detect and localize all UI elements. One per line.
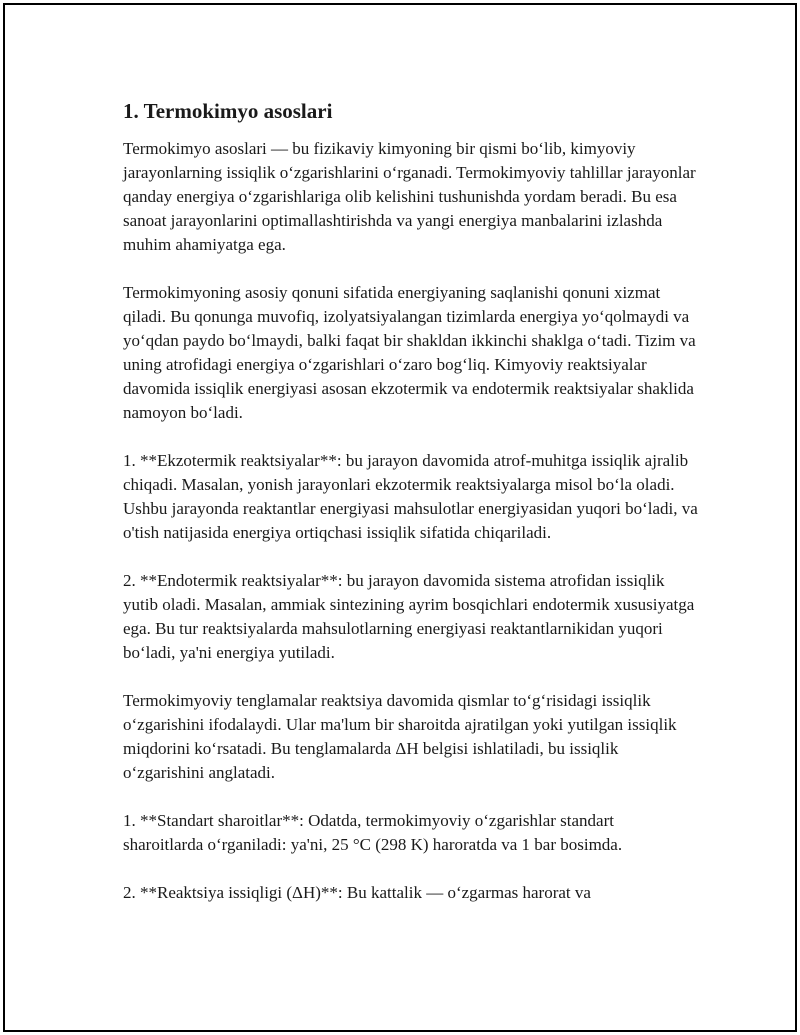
- paragraph-intro: Termokimyo asoslari — bu fizikaviy kimyoning bir qismi bo‘lib, kimyoviy jarayonlarning issiqlik o‘zgarishlarini o‘rganadi. Termokimyoviy tahlillar jarayonlar qanday energiya o‘zgarishlariga olib kelishini tushunishda yordam beradi. Bu esa sanoat jarayonlarini optimallashtirishda va yangi energiya manbalarini izlashda muhim ahamiyatga ega.: [123, 139, 696, 254]
- paragraph-main-law: Termokimyoning asosiy qonuni sifatida energiyaning saqlanishi qonuni xizmat qiladi. Bu qonunga muvofiq, izolyatsiyalangan tizimlarda energiya yo‘qolmaydi va yo‘qdan paydo bo‘lmaydi, balki faqat bir shakldan ikkinchi shaklga o‘tadi. Tizim va uning atrofidagi energiya o‘zgarishlari o‘zaro bog‘liq. Kimyoviy reaktsiyalar davomida issiqlik energiyasi asosan ekzotermik va endotermik reaktsiyalar shaklida namoyon bo‘ladi.: [123, 283, 696, 422]
- paragraph-reaction-heat: 2. **Reaktsiya issiqligi (ΔH)**: Bu kattalik — o‘zgarmas harorat va: [123, 883, 591, 902]
- paragraph-endothermic: 2. **Endotermik reaktsiyalar**: bu jarayon davomida sistema atrofidan issiqlik yutib oladi. Masalan, ammiak sintezining ayrim bosqichlari endotermik xususiyatga ega. Bu tur reaktsiyalarda mahsulotlarning energiyasi reaktantlarnikidan yuqori bo‘ladi, ya'ni energiya yutiladi.: [123, 571, 695, 662]
- paragraph-exothermic: 1. **Ekzotermik reaktsiyalar**: bu jarayon davomida atrof-muhitga issiqlik ajralib chiqadi. Masalan, yonish jarayonlari ekzotermik reaktsiyalarga misol bo‘la oladi. Ushbu jarayonda reaktantlar energiyasi mahsulotlar energiyasidan yuqori bo‘ladi, va o'tish natijasida energiya ortiqchasi issiqlik sifatida chiqariladi.: [123, 451, 698, 542]
- paragraph-equations: Termokimyoviy tenglamalar reaktsiya davomida qismlar to‘g‘risidagi issiqlik o‘zgarishini ifodalaydi. Ular ma'lum bir sharoitda ajratilgan yoki yutilgan issiqlik miqdorini ko‘rsatadi. Bu tenglamalarda ΔH belgisi ishlatiladi, bu issiqlik o‘zgarishini anglatadi.: [123, 691, 677, 782]
- document-body: [123, 97, 698, 929]
- document-page: [3, 3, 797, 1032]
- section-heading: 1. Termokimyo asoslari: [123, 99, 333, 123]
- paragraph-standard-conditions: 1. **Standart sharoitlar**: Odatda, termokimyoviy o‘zgarishlar standart sharoitlarda o‘rganiladi: ya'ni, 25 °C (298 K) haroratda va 1 bar bosimda.: [123, 811, 623, 854]
